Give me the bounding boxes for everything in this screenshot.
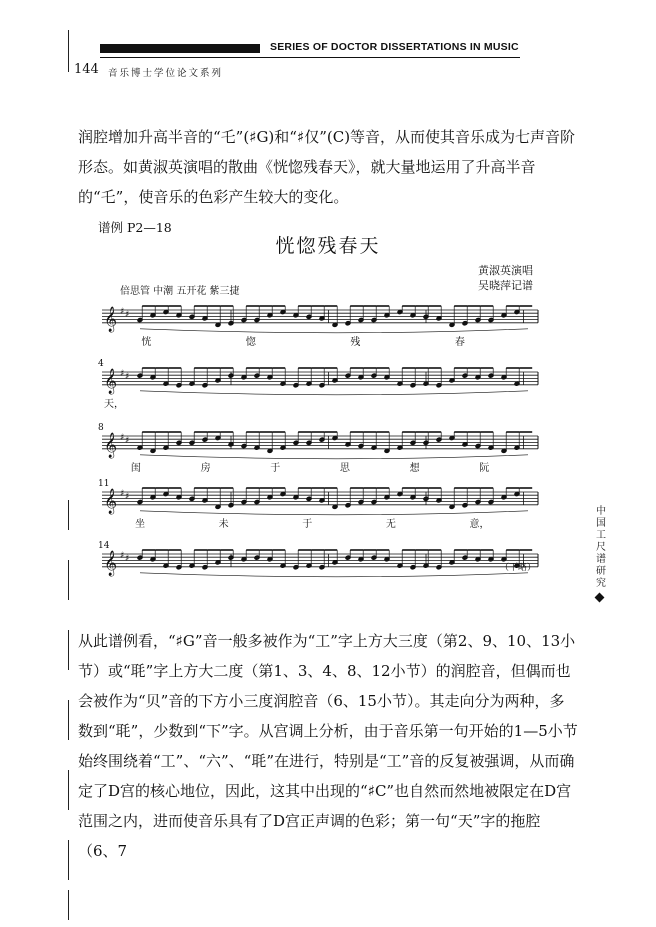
sharp-icon: ♯ <box>125 554 130 564</box>
page-number: 144 <box>74 62 99 77</box>
header-rule <box>100 57 520 58</box>
sharp-icon: ♯ <box>125 492 130 502</box>
sharp-icon: ♯ <box>125 372 130 382</box>
lyric-char: 春 <box>454 336 465 348</box>
sharp-icon: ♯ <box>120 551 125 561</box>
diamond-icon <box>595 593 605 603</box>
instrument-note: 倍思管 中潮 五开花 紫三捷 <box>120 286 240 297</box>
lyric-char: 于 <box>270 462 281 474</box>
sharp-icon: ♯ <box>120 369 125 379</box>
measure-number: 14 <box>98 541 110 551</box>
series-english-title: SERIES OF DOCTOR DISSERTATIONS IN MUSIC <box>270 41 519 53</box>
margin-rule <box>68 840 69 880</box>
measure-number: 11 <box>98 479 110 489</box>
measure-number: 8 <box>98 423 104 433</box>
sharp-icon: ♯ <box>125 310 130 320</box>
slur <box>140 511 528 515</box>
margin-rule <box>68 890 69 920</box>
treble-clef-icon: 𝄞 <box>104 550 118 576</box>
sharp-icon: ♯ <box>125 436 130 446</box>
side-chapter-title: 中国工尺谱研究 <box>596 506 606 589</box>
paragraph-2: 从此谱例看，“♯G”音一般多被作为“工”字上方大三度（第2、9、10、13小节）或“毦”字上方大二度（第1、3、4、8、12小节）的润腔音，但偶而也会被作为“贝”音的下方小三度润腔音（6、15小节）。其走向分为两种，多数到“毦”，少数到“下”字。从宫调上分析，由于音乐第一句开始的1—5小节始终围绕着“工”、“六”、“毦”在进行，特别是“工”音的反复被强调，从而确定了D宫的核心地位，因此，这其中出现的“♯C”也自然而然地被限定在D宫范围之内，进而使音乐具有了D宫正声调的色彩；第一句“天”字的拖腔（6、7 <box>78 632 578 860</box>
sharp-icon: ♯ <box>120 433 125 443</box>
lyric-char: 闺 <box>130 462 141 474</box>
margin-rule <box>68 630 69 670</box>
slur <box>140 573 528 577</box>
sharp-icon: ♯ <box>120 489 125 499</box>
lyric-char: 惚 <box>245 336 256 348</box>
lyric-char: 想 <box>409 462 420 474</box>
lyric-char: 房 <box>200 462 211 474</box>
end-marker: （下略） <box>500 563 537 573</box>
treble-clef-icon: 𝄞 <box>104 306 118 332</box>
slur <box>140 391 528 395</box>
score-credits <box>478 263 533 293</box>
margin-rule <box>68 500 69 530</box>
series-chinese-title: 音乐博士学位论文系列 <box>108 68 224 79</box>
transcriber-credit: 吴晓萍记谱 <box>478 279 533 292</box>
margin-rule <box>68 770 69 810</box>
margin-rule <box>68 560 69 600</box>
song-title: 恍惚残春天 <box>275 235 381 257</box>
lyric-char: 思 <box>339 462 350 474</box>
performer-credit: 黄淑英演唱 <box>478 264 533 277</box>
margin-rule-top <box>68 30 69 72</box>
sharp-icon: ♯ <box>120 307 125 317</box>
margin-rule <box>68 700 69 740</box>
slur <box>140 329 528 333</box>
lyric-char: 于 <box>302 518 313 530</box>
treble-clef-icon: 𝄞 <box>104 432 118 458</box>
lyric-char: 坐 <box>135 518 146 530</box>
music-score <box>98 286 550 590</box>
lyric-char: 阮 <box>479 462 490 474</box>
header-bar <box>100 44 260 53</box>
paragraph-1: 润腔增加升高半音的“乇”(♯G)和“♯仅”(C)等音，从而使其音乐成为七声音阶形态。如黄淑英演唱的散曲《恍惚残春天》，就大量地运用了升高半音的“乇”，使音乐的色彩产生较大的变化。 <box>78 128 576 206</box>
lyric-char: 意， <box>469 518 490 530</box>
treble-clef-icon: 𝄞 <box>104 368 118 394</box>
lyric-char: 未 <box>218 518 229 530</box>
slur <box>140 455 528 459</box>
lyric-char: 无 <box>385 518 396 530</box>
lyric-char: 残 <box>350 336 361 348</box>
lyric-char: 恍 <box>141 336 152 348</box>
measure-number: 4 <box>98 359 104 369</box>
treble-clef-icon: 𝄞 <box>104 488 118 514</box>
lyric-char: 天， <box>104 398 124 410</box>
example-label: 谱例 P2—18 <box>98 220 172 235</box>
